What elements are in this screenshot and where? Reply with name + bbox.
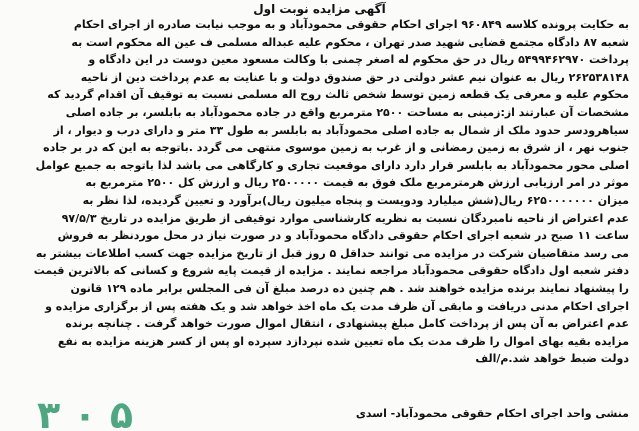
notice-line: جنوب نهر ، از شرق به زمین رمضانی و از غرب به زمین موسوی منتهی می گردد .باتوجه به این که در بر جاده bbox=[43, 141, 629, 155]
notice-line: ۲۶۲۵۳۸۱۴۸ ریال به عنوان نیم عشر دولتی در حق صندوق دولت و با عنایت به عدم پرداخت دین از ناحیه bbox=[80, 70, 629, 84]
notice-line: اصلی محور محمودآباد به بابلسر قرار دارد دارای موقعیت تجاری و کارگاهی می باشد لذا باتوجه به جمیع عوامل bbox=[35, 158, 629, 172]
notice-line: میزان ۶۲۵۰۰۰۰۰۰۰ ریال(شش میلیارد ودویست و پنجاه میلیون ریال)برآورد و تعیین گردیده، لذا نظر به bbox=[82, 193, 629, 207]
notice-line: مزایده بقیه بهای اموال را ظرف مدت یک ماه تعیین شده نپردازد سپرده او پس از کسر هزینه مزایده به نفع bbox=[57, 334, 629, 348]
notice-line: را پیشنهاد نمایند برنده مزایده خواهند شد . هم چنین ده درصد مبلغ آن فی المجلس برابر ماده ۱۲۹ قانون bbox=[70, 281, 629, 295]
notice-line: موثر در امر ارزیابی ارزش هرمترمربع ملک فوق به قیمت ۲۵۰۰۰۰۰ ریال و ارزش کل ۲۵۰۰ مترمربع به bbox=[85, 176, 629, 190]
notice-line: پرداخت ۵۴۹۹۴۶۲۹۷۰ ریال در حق محکوم له اصغر چمنی با وکالت مسعود معین دوست در این دادگاه و bbox=[88, 53, 629, 67]
green-stamp-mark bbox=[10, 392, 160, 431]
notice-line: محکوم علیه و معرفی یک قطعه زمین توسط شخص ثالث روح اله مسلمی نسبت به توقیف آن اقدام گردید که bbox=[47, 88, 629, 102]
stamp-glyphs: ۳ ۰ ۵ bbox=[36, 393, 134, 431]
notice-line: می رسد متقاضیان شرکت در مزایده می توانند حداقل ۵ روز قبل از تاریخ مزایده جهت کسب اطلاعات بیشتر به bbox=[35, 246, 629, 260]
notice-body bbox=[0, 16, 639, 368]
notice-line: اجرای احکام مدنی دریافت و مابقی آن ظرف مدت یک ماه اخذ خواهد شد و یک هفته پس از برگزاری مزایده و bbox=[45, 299, 629, 313]
notice-line: به حکایت پرونده کلاسه ۹۶۰۸۴۹ اجرای احکام حقوقی محمودآباد و به موجب نیابت صادره از اجرای احکام bbox=[73, 18, 629, 31]
notice-line: مشخصات آن عبارتند از:زمینی به مساحت ۲۵۰۰ مترمربع واقع در جاده محمودآباد به بابلسر، بر جاده اصلی bbox=[65, 105, 629, 119]
notice-line: عدم اعتراض به آن پس از پرداخت کامل مبلغ پیشنهادی ، انتقال اموال صورت خواهد گرفت . چنانچه برنده bbox=[65, 317, 629, 331]
notice-line: دفتر شعبه اول دادگاه حقوقی محمودآباد مراجعه نمایند . مزایده از قیمت پایه شروع و کسانی که بالاترین قیمت bbox=[33, 264, 629, 278]
notice-line: عدم اعتراض از ناحیه نامبردگان نسبت به نظریه کارشناسی موارد توقیفی از طریق مزایده در تاریخ ۹۷/۵/۳ bbox=[61, 211, 629, 225]
notice-signature: منشی واحد اجرای احکام حقوقی محمودآباد- اسدی bbox=[355, 407, 629, 420]
notice-line: شعبه ۸۷ دادگاه مجتمع قضایی شهید صدر تهران ، محکوم علیه عبداله مسلمی ف عین اله محکوم است به bbox=[71, 35, 629, 49]
notice-line: دولت ضبط خواهد شد.م/الف bbox=[475, 352, 629, 366]
notice-line: سیاهرودسر حدود ملک از شمال به جاده اصلی محمودآباد به بابلسر به طول ۳۳ متر و دارای درب و دیوار ، از bbox=[53, 123, 629, 137]
notice-line: ساعت ۱۱ صبح در شعبه اجرای احکام حقوقی دادگاه محمودآباد و در صورت نیاز در محل موردنظر به فروش bbox=[57, 229, 629, 243]
notice-title: آگهی مزایده نوبت اول bbox=[253, 2, 386, 16]
